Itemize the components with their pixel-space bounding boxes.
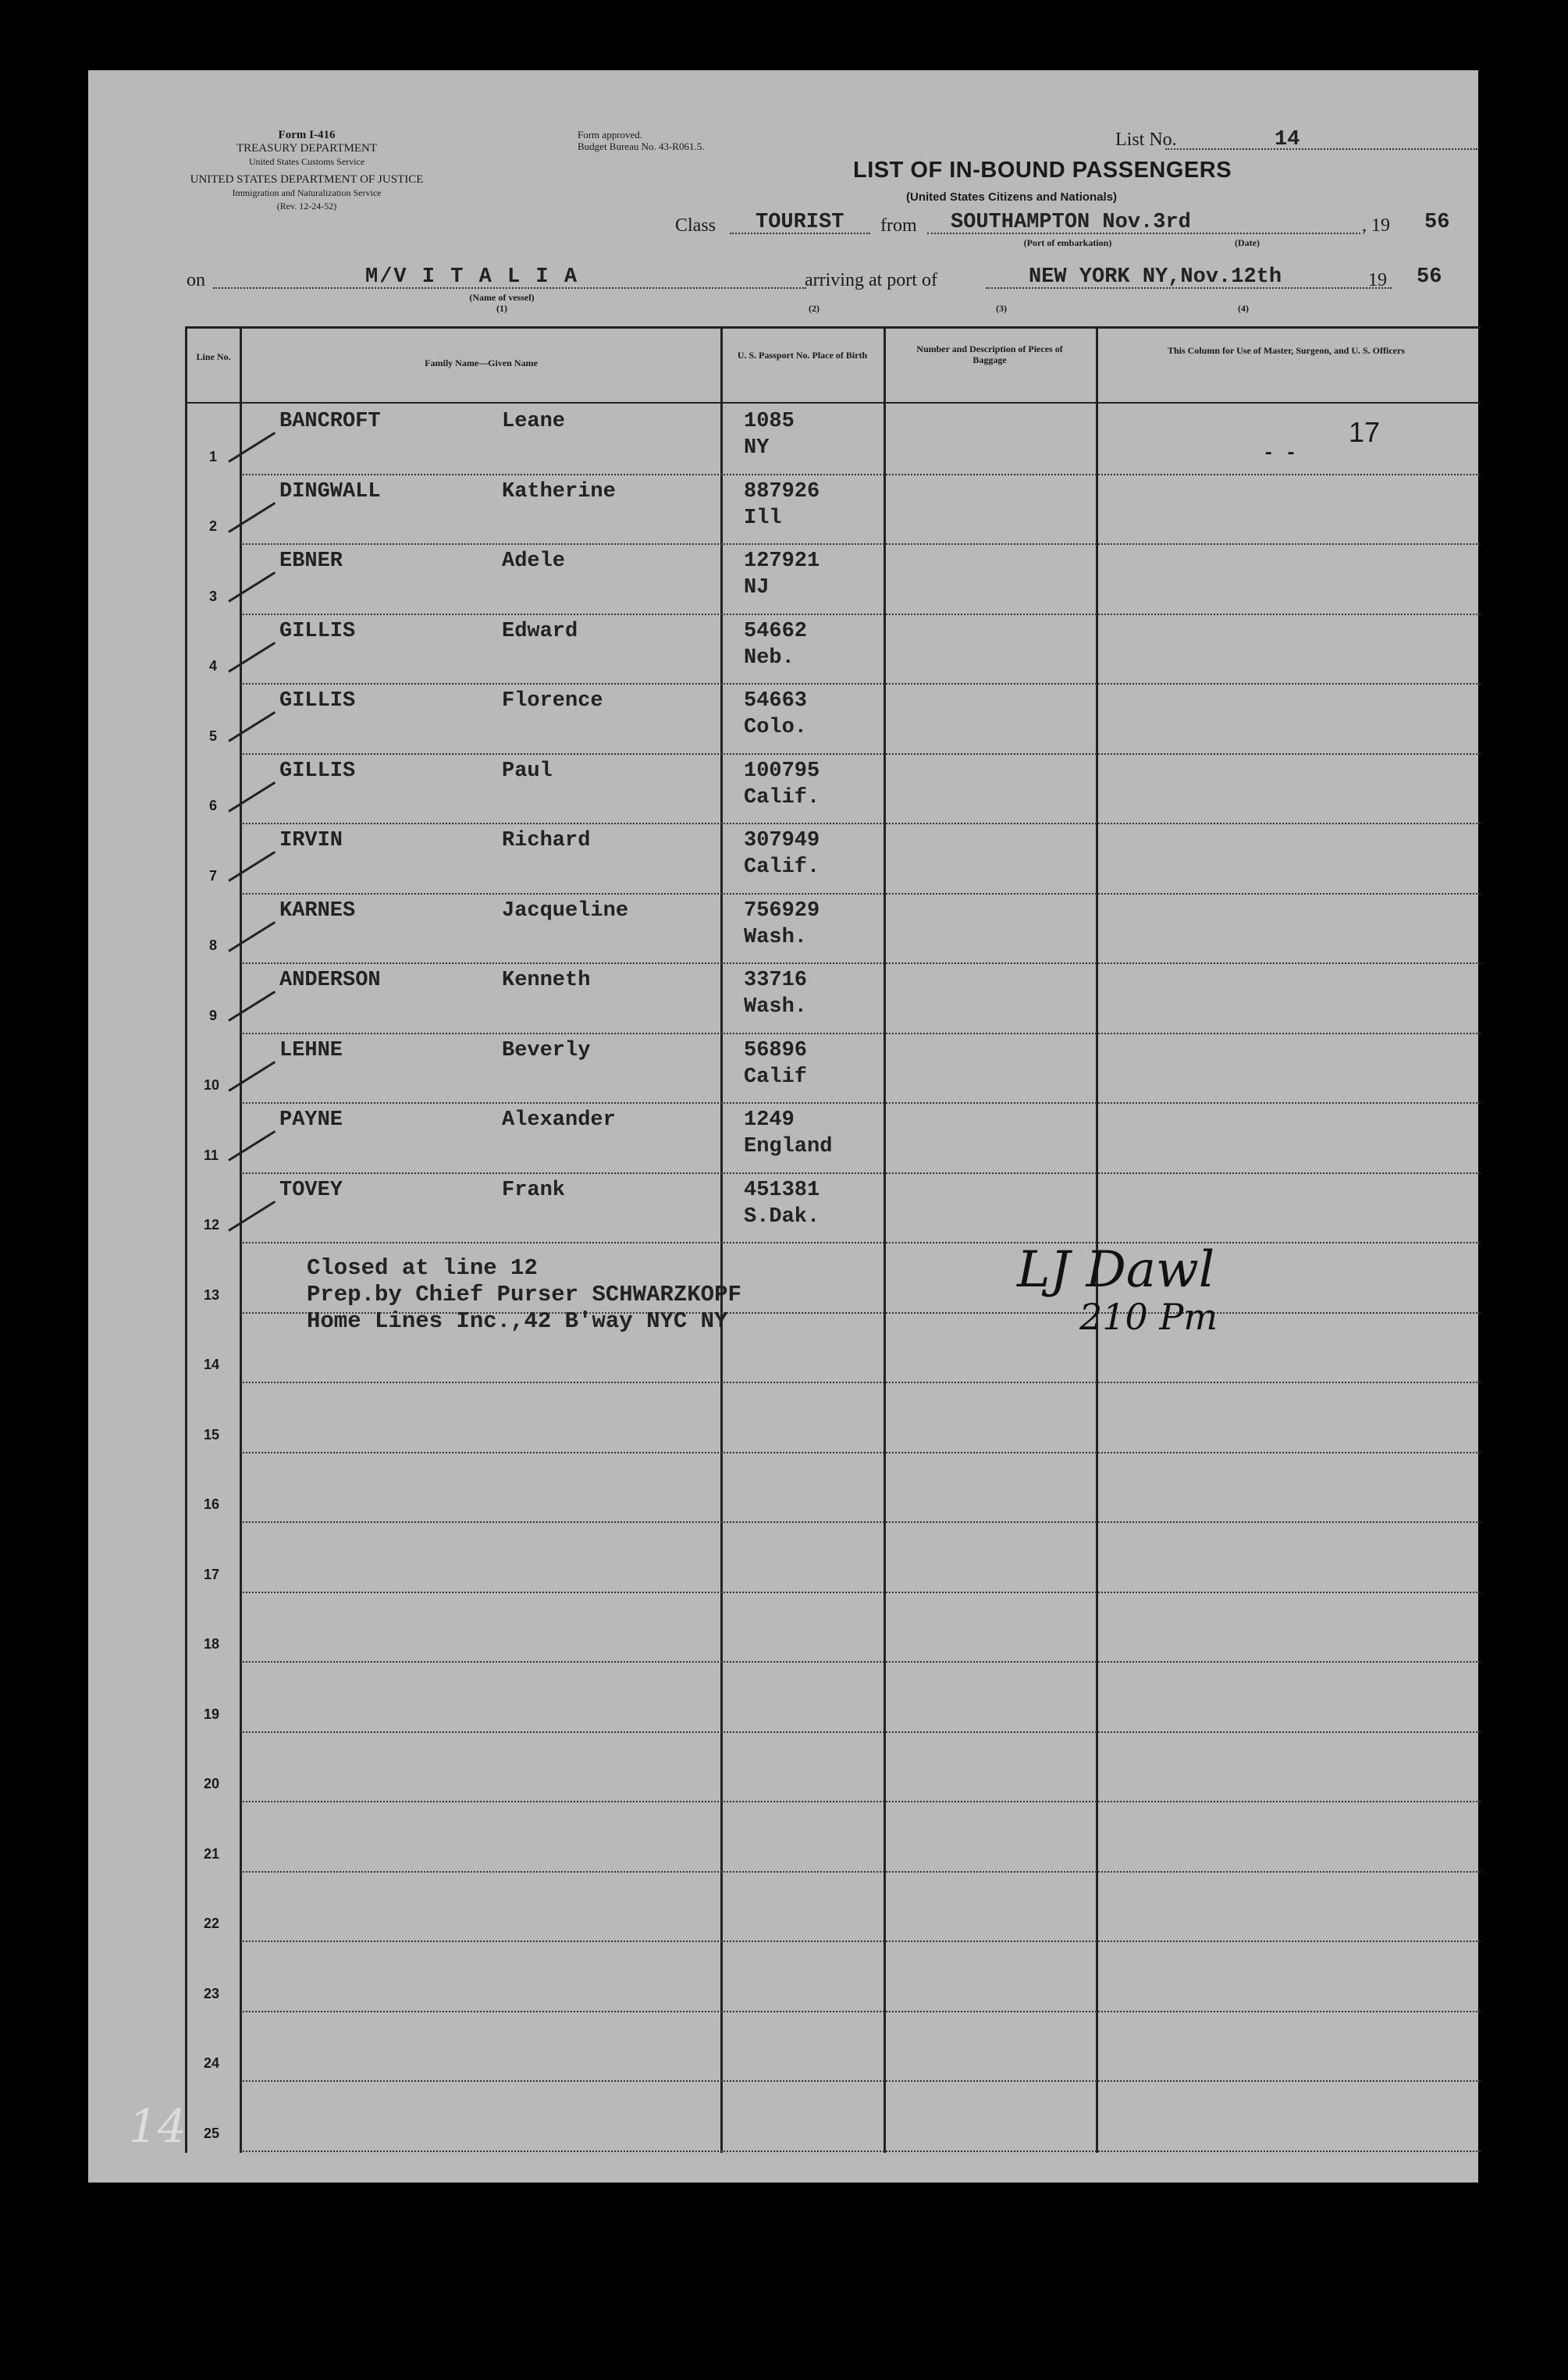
row-rule xyxy=(243,1799,1481,1802)
arriving-label: arriving at port of xyxy=(805,270,937,290)
passport-number: 756929 xyxy=(744,898,820,923)
place-of-birth: Ill xyxy=(744,506,782,530)
justice-dept: UNITED STATES DEPARTMENT OF JUSTICE xyxy=(190,173,424,186)
passport-number: 451381 xyxy=(744,1178,820,1202)
family-name: GILLIS xyxy=(279,689,356,713)
place-of-birth: Neb. xyxy=(744,646,795,670)
line-number: 4 xyxy=(209,658,218,674)
caption-3: (3) xyxy=(996,303,1007,314)
line-number: 2 xyxy=(209,518,218,534)
agency-header xyxy=(166,129,447,213)
line-number: 6 xyxy=(209,798,218,813)
row-rule xyxy=(243,1520,1481,1523)
check-mark xyxy=(228,711,276,742)
col-header-baggage: Number and Description of Pieces of Baggage xyxy=(916,343,1063,365)
check-mark xyxy=(228,991,276,1022)
check-mark xyxy=(228,1201,276,1232)
passenger-manifest-sheet xyxy=(88,70,1478,2183)
line-number: 16 xyxy=(204,1496,220,1512)
company-note: Home Lines Inc.,42 B'way NYC NY xyxy=(307,1308,728,1334)
passport-number: 54662 xyxy=(744,619,808,643)
passport-number: 33716 xyxy=(744,969,808,992)
family-name: ANDERSON xyxy=(279,969,381,992)
family-name: GILLIS xyxy=(279,759,356,783)
place-of-birth: Wash. xyxy=(744,925,808,949)
form-number: Form I-416 xyxy=(278,129,336,141)
form-approved: Form approved. xyxy=(578,129,643,141)
row-rule xyxy=(243,1869,1481,1873)
officer-count: 17 xyxy=(1349,416,1381,448)
given-name: Jacqueline xyxy=(502,898,629,923)
check-mark xyxy=(228,921,276,952)
given-name: Beverly xyxy=(502,1038,591,1062)
place-of-birth: Wash. xyxy=(744,995,808,1019)
family-name: LEHNE xyxy=(279,1038,343,1062)
given-name: Richard xyxy=(502,829,591,852)
line-number: 8 xyxy=(209,937,218,953)
revision-date: (Rev. 12-24-52) xyxy=(276,201,337,212)
col-divider-passport xyxy=(884,326,886,2153)
given-name: Kenneth xyxy=(502,969,591,992)
from-label: from xyxy=(880,215,917,236)
col-header-line-no: Line No. xyxy=(196,351,231,362)
list-no-label: List No. xyxy=(1115,130,1177,150)
row-rule xyxy=(243,1031,1481,1034)
check-mark xyxy=(228,502,276,533)
table-top-rule xyxy=(185,326,1481,329)
row-rule xyxy=(243,821,1481,824)
row-rule xyxy=(243,472,1481,475)
table-left-border xyxy=(185,326,187,2153)
place-of-birth: Calif xyxy=(744,1065,808,1089)
given-name: Katherine xyxy=(502,479,616,503)
table-header-rule xyxy=(185,402,1481,404)
family-name: EBNER xyxy=(279,550,343,573)
given-name: Paul xyxy=(502,759,553,783)
check-mark xyxy=(228,851,276,882)
col-divider-line xyxy=(240,326,242,2153)
family-name: IRVIN xyxy=(279,829,343,852)
prepared-by-note: Prep.by Chief Purser SCHWARZKOPF xyxy=(307,1282,741,1307)
line-number: 9 xyxy=(209,1007,218,1023)
check-mark xyxy=(228,781,276,813)
line-number: 7 xyxy=(209,867,218,884)
family-name: DINGWALL xyxy=(279,479,381,503)
line-number: 17 xyxy=(204,1566,220,1582)
row-rule xyxy=(243,2149,1481,2152)
officer-signature: LJ Dawl xyxy=(1017,1241,1215,1299)
line-number: 13 xyxy=(204,1286,220,1303)
vessel-caption: (Name of vessel) (1) xyxy=(469,292,535,314)
line-number: 15 xyxy=(204,1426,220,1443)
row-rule xyxy=(243,2009,1481,2012)
place-of-birth: NY xyxy=(744,436,770,460)
place-of-birth: S.Dak. xyxy=(744,1204,820,1229)
date-caption: (Date) xyxy=(1235,237,1260,248)
row-rule xyxy=(243,1240,1481,1243)
list-no-value: 14 xyxy=(1275,128,1300,151)
passport-number: 56896 xyxy=(744,1038,808,1062)
line-number: 10 xyxy=(204,1077,220,1093)
given-name: Adele xyxy=(502,550,566,573)
col-divider-name xyxy=(720,326,723,2153)
line-number: 12 xyxy=(204,1217,220,1233)
line-number: 25 xyxy=(204,2125,220,2141)
class-label: Class xyxy=(675,215,716,236)
col-header-name: Family Name—Given Name xyxy=(425,358,538,368)
row-rule xyxy=(243,1101,1481,1104)
line-number: 21 xyxy=(204,1845,220,1862)
line-number: 14 xyxy=(204,1357,220,1372)
embarkation-value: SOUTHAMPTON Nov.3rd xyxy=(951,211,1191,234)
arrival-year-prefix: 19 xyxy=(1368,270,1387,290)
form-subtitle: (United States Citizens and Nationals) xyxy=(906,190,1118,204)
family-name: PAYNE xyxy=(279,1108,343,1132)
place-of-birth: Calif. xyxy=(744,785,820,809)
line-number: 23 xyxy=(204,1985,220,2001)
on-label: on xyxy=(187,270,205,290)
given-name: Leane xyxy=(502,410,566,433)
treasury-dept: TREASURY DEPARTMENT xyxy=(236,142,378,155)
row-rule xyxy=(243,1171,1481,1174)
row-rule xyxy=(243,891,1481,895)
closed-at-line-note: Closed at line 12 xyxy=(307,1255,538,1281)
check-mark xyxy=(228,1061,276,1092)
place-of-birth: Calif. xyxy=(744,856,820,879)
passport-number: 127921 xyxy=(744,550,820,573)
row-rule xyxy=(243,1380,1481,1383)
year-prefix: , 19 xyxy=(1362,215,1390,236)
family-name: KARNES xyxy=(279,898,356,923)
row-rule xyxy=(243,542,1481,545)
ins-service: Immigration and Naturalization Service xyxy=(232,187,382,198)
passport-number: 100795 xyxy=(744,759,820,783)
row-rule xyxy=(243,752,1481,755)
caption-2: (2) xyxy=(809,303,820,314)
line-number: 11 xyxy=(204,1147,219,1163)
passport-number: 1085 xyxy=(744,410,795,433)
place-of-birth: England xyxy=(744,1135,833,1158)
port-embarkation-caption: (Port of embarkation) xyxy=(1023,237,1112,248)
given-name: Florence xyxy=(502,689,603,713)
col-divider-baggage xyxy=(1096,326,1098,2153)
passport-number: 54663 xyxy=(744,689,808,713)
line-number: 1 xyxy=(209,448,218,464)
margin-note: 14 xyxy=(129,2100,187,2153)
form-title: LIST OF IN-BOUND PASSENGERS xyxy=(853,158,1232,183)
col-header-passport: U. S. Passport No. Place of Birth xyxy=(737,350,868,361)
check-mark xyxy=(228,432,276,463)
passport-number: 307949 xyxy=(744,829,820,852)
caption-4: (4) xyxy=(1238,303,1249,314)
row-rule xyxy=(243,681,1481,685)
arrival-year: 56 xyxy=(1417,265,1442,289)
given-name: Alexander xyxy=(502,1108,616,1132)
line-number: 22 xyxy=(204,1916,220,1931)
passport-number: 1249 xyxy=(744,1108,795,1132)
line-number: 24 xyxy=(204,2055,220,2071)
place-of-birth: Colo. xyxy=(744,716,808,739)
passport-number: 887926 xyxy=(744,479,820,503)
line-number: 5 xyxy=(209,728,218,744)
row-rule xyxy=(243,1590,1481,1593)
customs-service: United States Customs Service xyxy=(248,156,365,167)
approval-note xyxy=(578,129,780,152)
signature-time: 210 Pm xyxy=(1079,1296,1218,1338)
col-header-officers: This Column for Use of Master, Surgeon, and U. S. Officers xyxy=(1167,345,1405,356)
family-name: BANCROFT xyxy=(279,410,381,433)
line-number: 18 xyxy=(204,1636,220,1652)
row-rule xyxy=(243,1939,1481,1942)
row-rule xyxy=(243,1660,1481,1663)
budget-bureau: Budget Bureau No. 43-R061.5. xyxy=(578,141,705,152)
family-name: GILLIS xyxy=(279,619,356,643)
row-rule xyxy=(243,961,1481,964)
row-rule xyxy=(243,2079,1481,2082)
row-rule xyxy=(243,1730,1481,1733)
line-number: 20 xyxy=(204,1776,220,1791)
given-name: Edward xyxy=(502,619,578,643)
row-rule xyxy=(243,1450,1481,1453)
given-name: Frank xyxy=(502,1178,566,1202)
line-number: 19 xyxy=(204,1706,220,1722)
check-mark xyxy=(228,1130,276,1162)
place-of-birth: NJ xyxy=(744,576,770,599)
row-rule xyxy=(243,612,1481,615)
vessel-name: M/V I T A L I A xyxy=(365,265,579,289)
line-number: 3 xyxy=(209,588,218,604)
check-mark xyxy=(228,642,276,673)
arrival-port: NEW YORK NY,Nov.12th xyxy=(1029,265,1282,289)
year-value: 56 xyxy=(1424,211,1450,234)
family-name: TOVEY xyxy=(279,1178,343,1202)
officer-dash: - - xyxy=(1263,443,1297,464)
check-mark xyxy=(228,571,276,603)
class-value: TOURIST xyxy=(756,211,844,234)
